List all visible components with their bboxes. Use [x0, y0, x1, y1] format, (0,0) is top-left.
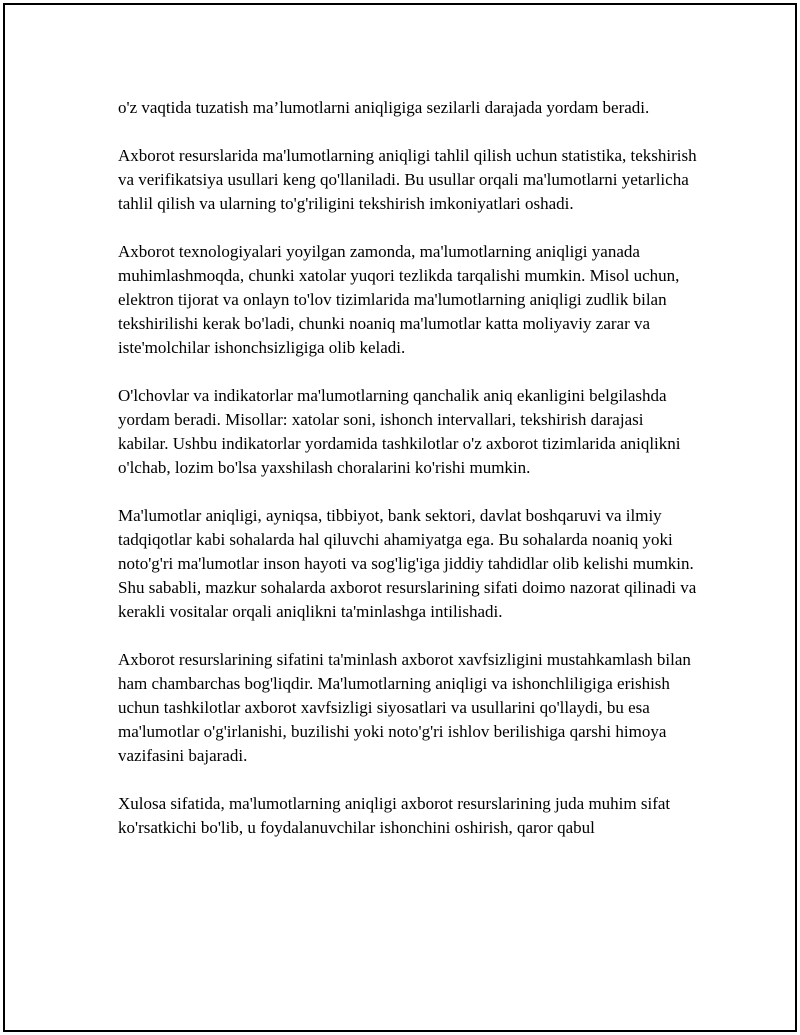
paragraph: Axborot texnologiyalari yoyilgan zamonda, ma'lumotlarning aniqligi yanada muhimlashmoqda, chunki xatolar yuqori tezlikda tarqalishi mumkin. Misol uchun, elektron tijorat va onlayn to'lov tizimlarida ma'lumotlarning aniqligi zudlik bilan tekshirilishi kerak bo'ladi, chunki noaniq ma'lumotlar katta moliyaviy zarar va iste'molchilar ishonchsizligiga olib keladi. [118, 242, 680, 357]
paragraph: O'lchovlar va indikatorlar ma'lumotlarning qanchalik aniq ekanligini belgilashda yordam beradi. Misollar: xatolar soni, ishonch intervallari, tekshirish darajasi kabilar. Ushbu indikatorlar yordamida tashkilotlar o'z axborot tizimlarida aniqlikni o'lchab, lozim bo'lsa yaxshilash choralarini ko'rishi mumkin. [118, 386, 681, 477]
document-body [118, 96, 698, 864]
paragraph: Ma'lumotlar aniqligi, ayniqsa, tibbiyot, bank sektori, davlat boshqaruvi va ilmiy tadqiqotlar kabi sohalarda hal qiluvchi ahamiyatga ega. Bu sohalarda noaniq yoki noto'g'ri ma'lumotlar inson hayoti va sog'lig'iga jiddiy tahdidlar olib kelishi mumkin. Shu sababli, mazkur sohalarda axborot resurslarining sifati doimo nazorat qilinadi va kerakli vositalar orqali aniqlikni ta'minlashga intilishadi. [118, 506, 697, 621]
paragraph: Axborot resurslarida ma'lumotlarning aniqligi tahlil qilish uchun statistika, tekshirish va verifikatsiya usullari keng qo'llaniladi. Bu usullar orqali ma'lumotlarni yetarlicha tahlil qilish va ularning to'g'riligini tekshirish imkoniyatlari oshadi. [118, 146, 697, 213]
paragraph: Xulosa sifatida, ma'lumotlarning aniqligi axborot resurslarining juda muhim sifat ko'rsatkichi bo'lib, u foydalanuvchilar ishonchini oshirish, qaror qabul [118, 794, 671, 837]
paragraph: o'z vaqtida tuzatish ma’lumotlarni aniqligiga sezilarli darajada yordam beradi. [118, 98, 650, 117]
paragraph: Axborot resurslarining sifatini ta'minlash axborot xavfsizligini mustahkamlash bilan ham chambarchas bog'liqdir. Ma'lumotlarning aniqligi va ishonchliligiga erishish uchun tashkilotlar axborot xavfsizligi siyosatlari va usullarini qo'llaydi, bu esa ma'lumotlar o'g'irlanishi, buzilishi yoki noto'g'ri ishlov berilishiga qarshi himoya vazifasini bajaradi. [118, 650, 691, 765]
